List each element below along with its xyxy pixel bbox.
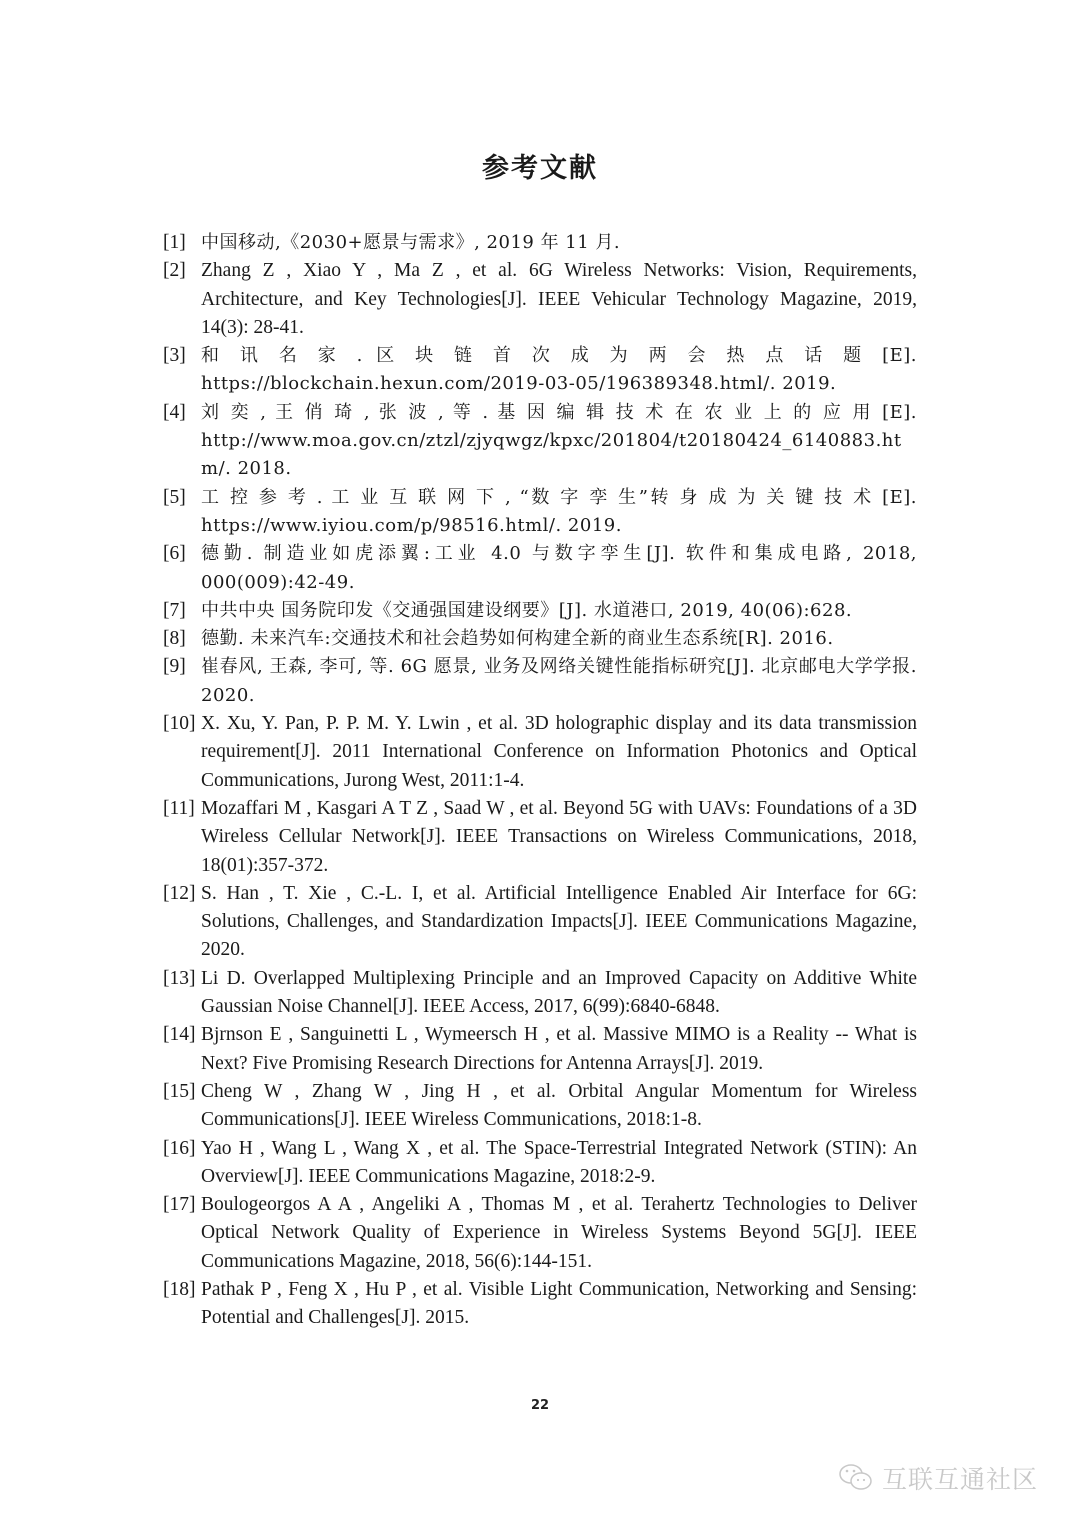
reference-text: X. Xu, Y. Pan, P. P. M. Y. Lwin , et al. 3D holographic display and its data transmission requirement[J]. 2011 International Conference on Information Photonics and Optical Communications, Jurong West, 2011:1-4.	[201, 713, 917, 791]
reference-text: 中国移动,《2030+愿景与需求》, 2019 年 11 月.	[201, 232, 621, 253]
reference-item	[163, 625, 917, 653]
reference-text: Zhang Z , Xiao Y , Ma Z , et al. 6G Wireless Networks: Vision, Requirements, Architecture, and Key Technologies[J]. IEEE Vehicular Technology Magazine, 2019, 14(3): 28-41.	[201, 260, 917, 338]
reference-number: [8]	[163, 628, 186, 650]
reference-text: Li D. Overlapped Multiplexing Principle and an Improved Capacity on Additive White Gaussian Noise Channel[J]. IEEE Access, 2017, 6(99):6840-6848.	[201, 967, 917, 1018]
wechat-icon	[838, 1463, 874, 1493]
reference-number: [3]	[163, 345, 186, 367]
reference-number: [13]	[163, 967, 196, 989]
reference-text: Yao H , Wang L , Wang X , et al. The Space-Terrestrial Integrated Network (STIN): An Overview[J]. IEEE Communications Magazine, 2018:2-9.	[201, 1137, 917, 1187]
reference-number: [17]	[163, 1194, 196, 1216]
reference-text: S. Han , T. Xie , C.-L. I, et al. Artificial Intelligence Enabled Air Interface for 6G: Solutions, Challenges, and Standardization Impacts[J]. IEEE Communications Magazine, 2020.	[201, 882, 917, 961]
reference-item	[163, 653, 917, 710]
reference-item	[163, 1078, 917, 1135]
reference-text: 崔春风, 王森, 李可, 等. 6G 愿景, 业务及网络关键性能指标研究[J]. 北京邮电大学学报. 2020.	[201, 656, 917, 706]
reference-number: [1]	[163, 232, 186, 253]
reference-item	[163, 229, 917, 257]
reference-text: 德勤. 未来汽车:交通技术和社会趋势如何构建全新的商业生态系统[R]. 2016.	[201, 628, 834, 650]
reference-number: [10]	[163, 713, 196, 735]
reference-item	[163, 965, 917, 1022]
reference-number: [9]	[163, 656, 186, 678]
reference-item	[163, 399, 917, 484]
reference-item	[163, 484, 917, 541]
reference-item	[163, 795, 917, 880]
watermark-text: 互联互通社区	[882, 1465, 1039, 1494]
reference-item	[163, 710, 917, 795]
reference-item	[163, 597, 917, 625]
reference-number: [2]	[163, 260, 186, 282]
reference-text: 和 讯 名 家 . 区 块 链 首 次 成 为 两 会 热 点 话 题 [E]. https://blockchain.hexun.com/2019-03-05/196389348.html/. 2019.	[201, 345, 917, 395]
reference-number: [7]	[163, 599, 186, 621]
reference-item	[163, 1021, 917, 1078]
reference-item	[163, 540, 917, 597]
reference-number: [15]	[163, 1080, 196, 1102]
reference-text: 德勤. 制造业如虎添翼:工业 4.0 与数字孪生[J]. 软件和集成电路, 2018, 000(009):42-49.	[201, 543, 917, 593]
reference-number: [14]	[163, 1024, 196, 1046]
reference-number: [5]	[163, 486, 186, 508]
reference-number: [6]	[163, 543, 186, 565]
reference-text: Pathak P , Feng X , Hu P , et al. Visible Light Communication, Networking and Sensing: Potential and Challenges[J]. 2015.	[201, 1278, 917, 1329]
reference-number: [11]	[163, 797, 195, 819]
watermark	[838, 1460, 1038, 1496]
reference-item	[163, 1135, 917, 1192]
reference-item	[163, 1191, 917, 1276]
reference-list	[163, 229, 917, 1333]
reference-text: 中共中央 国务院印发《交通强国建设纲要》[J]. 水道港口, 2019, 40(06):628.	[201, 599, 853, 621]
reference-text: 刘 奕 , 王 俏 琦 , 张 波 , 等 . 基 因 编 辑 技 术 在 农 业 上 的 应 用 [E]. http://www.moa.gov.cn/ztzl/zjyqwgz/kpxc/201804/t20180424_6140883.htm/. 2018.	[201, 401, 917, 480]
page-title: 参考文献	[482, 153, 598, 184]
reference-item	[163, 257, 917, 342]
reference-number: [4]	[163, 401, 186, 423]
reference-text: Boulogeorgos A A , Angeliki A , Thomas M , et al. Terahertz Technologies to Deliver Optical Network Quality of Experience in Wireless Systems Beyond 5G[J]. IEEE Communications Magazine, 2018, 56(6):144-151.	[201, 1194, 917, 1272]
reference-text: Mozaffari M , Kasgari A T Z , Saad W , et al. Beyond 5G with UAVs: Foundations of a 3D Wireless Cellular Network[J]. IEEE Transactions on Wireless Communications, 2018, 18(01):357-372.	[201, 797, 917, 876]
reference-text: Cheng W , Zhang W , Jing H , et al. Orbital Angular Momentum for Wireless Communications[J]. IEEE Wireless Communications, 2018:1-8.	[201, 1080, 917, 1131]
page-number: 22	[530, 1398, 550, 1413]
reference-number: [18]	[163, 1278, 196, 1300]
reference-text: Bjrnson E , Sanguinetti L , Wymeersch H , et al. Massive MIMO is a Reality -- What is Next? Five Promising Research Directions for Antenna Arrays[J]. 2019.	[201, 1024, 917, 1074]
reference-number: [12]	[163, 882, 196, 904]
reference-number: [16]	[163, 1137, 196, 1159]
reference-item	[163, 880, 917, 965]
reference-text: 工 控 参 考 . 工 业 互 联 网 下 , “数 字 孪 生”转 身 成 为 关 键 技 术 [E]. https://www.iyiou.com/p/98516.html/. 2019.	[201, 486, 917, 536]
reference-item	[163, 342, 917, 399]
reference-item	[163, 1276, 917, 1333]
